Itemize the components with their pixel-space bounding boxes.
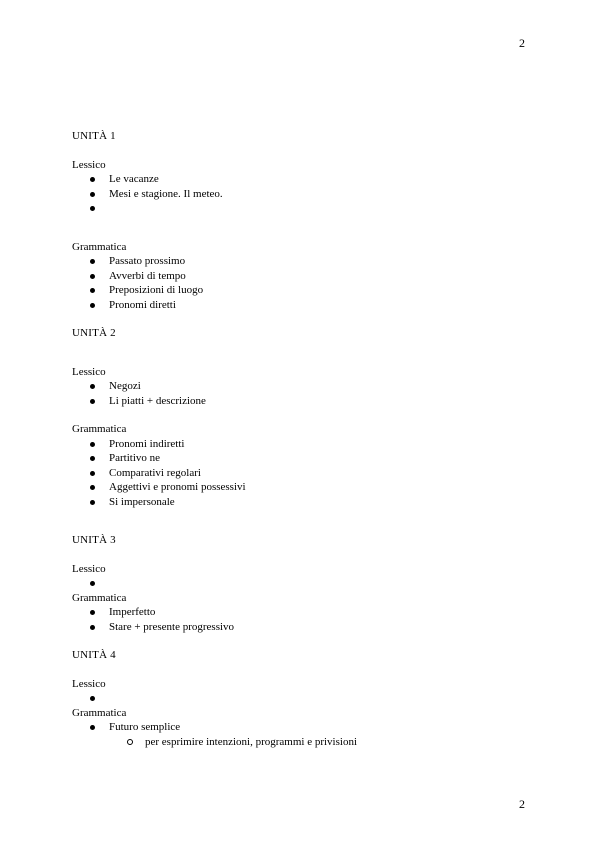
bullet-icon	[90, 259, 95, 264]
unit-3-lessico-list	[72, 576, 542, 591]
bullet-icon	[90, 288, 95, 293]
list-item: Mesi e stagione. Il meteo.	[72, 187, 542, 202]
list-item: Comparativi regolari	[72, 466, 542, 481]
unit-4-grammatica-sublist	[72, 735, 542, 750]
unit-2-lessico-list	[72, 379, 542, 408]
bullet-icon	[90, 625, 95, 630]
unit-4-lessico-list	[72, 691, 542, 706]
list-item: Partitivo ne	[72, 451, 542, 466]
bullet-icon	[90, 399, 95, 404]
bullet-icon	[90, 192, 95, 197]
unit-3-grammatica-list	[72, 605, 542, 634]
unit-4-grammatica-list	[72, 720, 542, 735]
unit-1-lessico-label: Lessico	[72, 158, 106, 171]
unit-2-title: UNITÀ 2	[72, 327, 116, 339]
bullet-icon	[90, 471, 95, 476]
bullet-icon	[90, 610, 95, 615]
list-item: Si impersonale	[72, 495, 542, 510]
list-item: Preposizioni di luogo	[72, 283, 542, 298]
list-item	[72, 691, 542, 706]
list-item: Passato prossimo	[72, 254, 542, 269]
bullet-icon	[90, 725, 95, 730]
unit-1-title: UNITÀ 1	[72, 130, 116, 142]
bullet-icon	[90, 485, 95, 490]
bullet-icon	[90, 456, 95, 461]
list-item: Avverbi di tempo	[72, 269, 542, 284]
unit-2-lessico-label: Lessico	[72, 365, 106, 378]
unit-3-grammatica-label: Grammatica	[72, 591, 127, 604]
bullet-icon	[90, 581, 95, 586]
unit-4-grammatica-label: Grammatica	[72, 706, 127, 719]
list-item: Futuro semplice	[72, 720, 542, 735]
bullet-icon	[90, 384, 95, 389]
unit-4-lessico-label: Lessico	[72, 677, 106, 690]
list-item	[72, 201, 542, 216]
unit-4-title: UNITÀ 4	[72, 649, 116, 661]
unit-2-grammatica-list	[72, 437, 542, 510]
bullet-icon	[90, 696, 95, 701]
page-number-top: 2	[519, 36, 525, 50]
list-item: Aggettivi e pronomi possessivi	[72, 480, 542, 495]
document-body	[72, 129, 542, 749]
list-item	[72, 576, 542, 591]
bullet-icon	[90, 206, 95, 211]
unit-3-title: UNITÀ 3	[72, 534, 116, 546]
bullet-icon	[90, 303, 95, 308]
list-item: Pronomi indiretti	[72, 437, 542, 452]
bullet-icon	[90, 177, 95, 182]
list-item: Stare + presente progressivo	[72, 620, 542, 635]
page-number-bottom: 2	[519, 797, 525, 811]
hollow-bullet-icon	[127, 739, 133, 745]
unit-1-lessico-list	[72, 172, 542, 216]
list-item: Imperfetto	[72, 605, 542, 620]
list-item: Pronomi diretti	[72, 298, 542, 313]
unit-2-grammatica-label: Grammatica	[72, 423, 127, 435]
bullet-icon	[90, 274, 95, 279]
list-item: per esprimire intenzioni, programmi e privisioni	[72, 735, 542, 750]
unit-1-grammatica-list	[72, 254, 542, 312]
bullet-icon	[90, 442, 95, 447]
bullet-icon	[90, 500, 95, 505]
list-item: Negozi	[72, 379, 542, 394]
list-item: Le vacanze	[72, 172, 542, 187]
unit-1-grammatica-label: Grammatica	[72, 240, 127, 253]
list-item: Li piatti + descrizione	[72, 394, 542, 409]
unit-3-lessico-label: Lessico	[72, 562, 106, 575]
